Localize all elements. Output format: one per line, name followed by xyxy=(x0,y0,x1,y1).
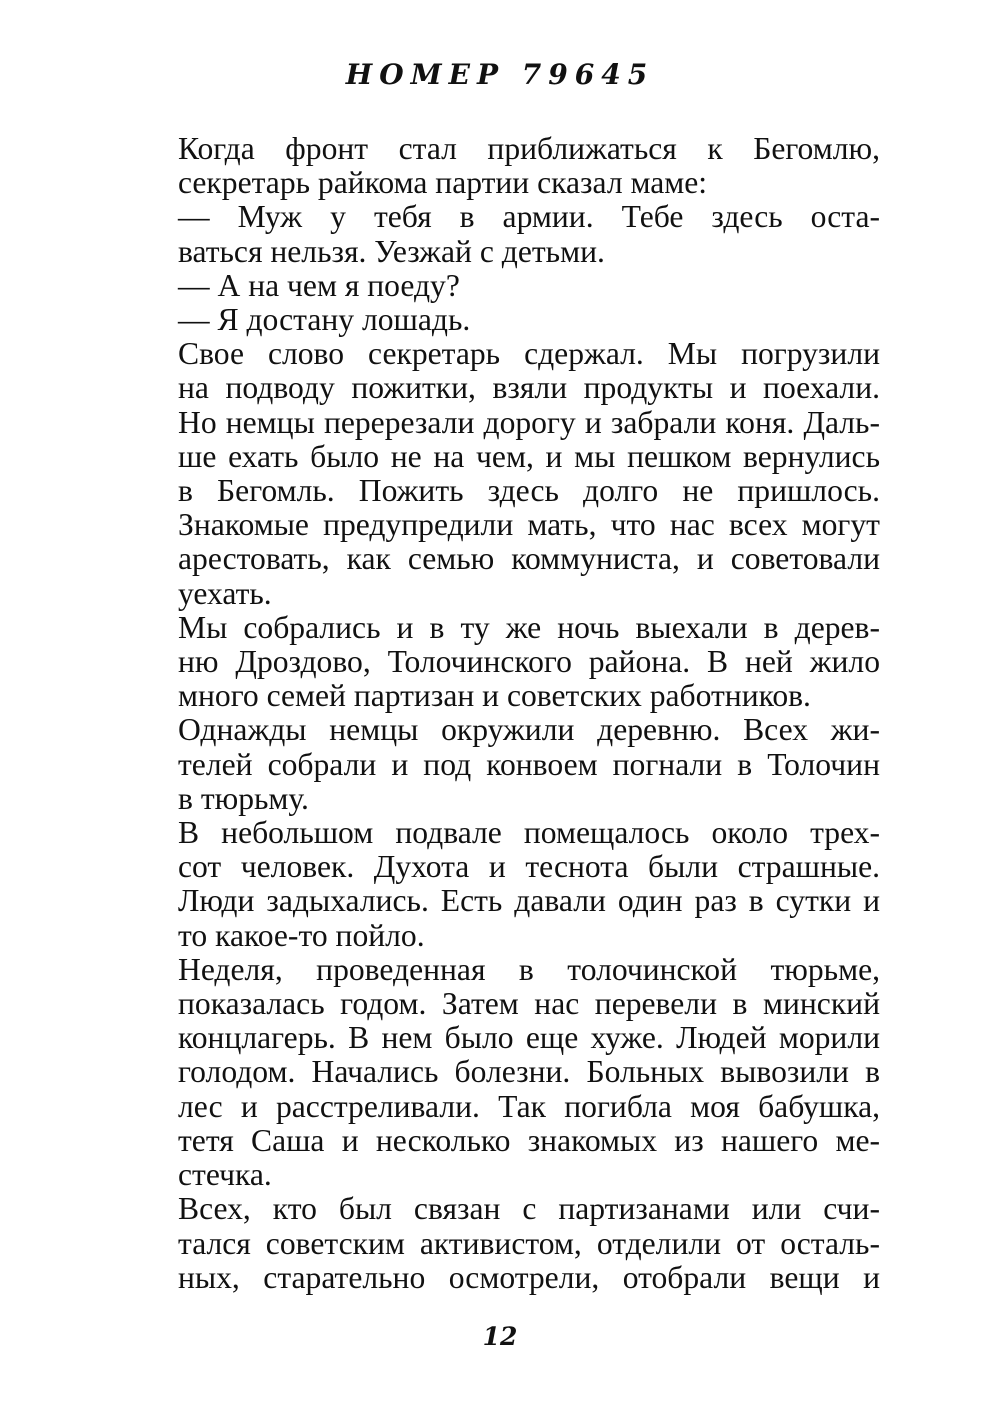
text-line: ных, старательно осмотрели, отобрали вещи и xyxy=(178,1259,880,1295)
text-line: Неделя, проведенная в толочинской тюрьме, xyxy=(178,951,880,987)
text-line: ше ехать было не на чем, и мы пешком вернулись xyxy=(178,438,880,474)
text-line: концлагерь. В нем было еще хуже. Людей морили xyxy=(178,1020,880,1056)
text-line: тетя Саша и несколько знакомых из нашего ме- xyxy=(178,1122,880,1158)
paragraph xyxy=(122,132,880,200)
text-line: уехать. xyxy=(178,575,272,611)
text-line: то какое-то пойло. xyxy=(178,917,425,953)
text-line: лес и расстреливали. Так погибла моя бабушка, xyxy=(178,1088,880,1124)
text-line: Люди задыхались. Есть давали один раз в сутки и xyxy=(178,883,880,919)
text-line: ваться нельзя. Уезжай с детьми. xyxy=(178,233,605,269)
paragraph xyxy=(122,269,880,303)
paragraph xyxy=(122,303,880,337)
text-line: В небольшом подвале помещалось около трех- xyxy=(178,815,880,851)
text-line: Но немцы перерезали дорогу и забрали коня. Даль- xyxy=(178,404,880,440)
text-line: в Бегомль. Пожить здесь долго не пришлось. xyxy=(178,473,880,509)
text-line: в тюрьму. xyxy=(178,780,309,816)
paragraph xyxy=(122,713,880,816)
text-line: телей собрали и под конвоем погнали в Толочин xyxy=(178,746,880,782)
text-line: — Я достану лошадь. xyxy=(178,302,471,338)
text-line: арестовать, как семью коммуниста, и советовали xyxy=(178,541,880,577)
text-line: Свое слово секретарь сдержал. Мы погрузили xyxy=(178,336,880,372)
text-line: — А на чем я поеду? xyxy=(178,267,460,303)
text-line: секретарь райкома партии сказал маме: xyxy=(178,165,708,201)
text-line: Знакомые предупредили мать, что нас всех могут xyxy=(178,507,880,543)
page-number: 12 xyxy=(482,1322,518,1351)
page-title: НОМЕР 79645 xyxy=(345,58,655,91)
text-line: ню Дроздово, Толочинского района. В ней жило xyxy=(178,644,880,680)
paragraph xyxy=(122,337,880,611)
text-line: стечка. xyxy=(178,1157,272,1193)
text-line: Когда фронт стал приближаться к Бегомлю, xyxy=(178,131,880,166)
text-line: Всех, кто был связан с партизанами или счи- xyxy=(178,1191,880,1227)
text-line: показалась годом. Затем нас перевели в минский xyxy=(178,986,880,1022)
paragraph xyxy=(122,1192,880,1295)
text-line: Мы собрались и в ту же ночь выехали в дерев- xyxy=(178,609,880,645)
paragraph xyxy=(122,953,880,1192)
paragraph xyxy=(122,816,880,953)
text-line: тался советским активистом, отделили от осталь- xyxy=(178,1225,880,1261)
body-text xyxy=(122,132,880,1295)
text-line: голодом. Начались болезни. Больных вывозили в xyxy=(178,1054,880,1090)
text-line: — Муж у тебя в армии. Тебе здесь оста- xyxy=(178,199,880,235)
text-line: сот человек. Духота и теснота были страшные. xyxy=(178,849,880,885)
paragraph xyxy=(122,200,880,268)
text-line: на подводу пожитки, взяли продукты и поехали. xyxy=(178,370,880,406)
text-line: Однажды немцы окружили деревню. Всех жи- xyxy=(178,712,880,748)
paragraph xyxy=(122,611,880,714)
text-line: много семей партизан и советских работников. xyxy=(178,678,811,714)
